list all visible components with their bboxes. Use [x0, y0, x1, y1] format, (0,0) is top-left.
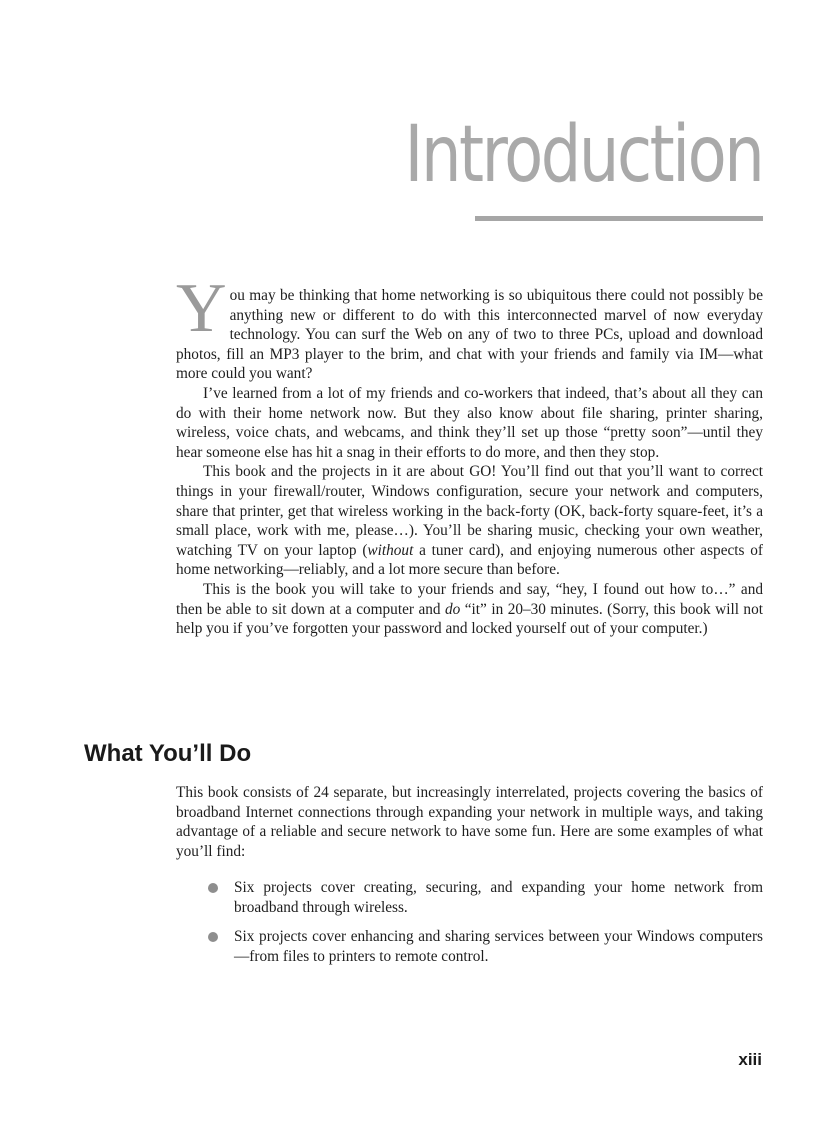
list-item — [206, 878, 763, 917]
title-rule — [475, 216, 763, 221]
intro-paragraph-3-part-b: a tuner card), and enjoying numerous other aspects of home networking—reliably, and a lot more secure than before. — [176, 541, 763, 579]
list-item-text: Six projects cover creating, securing, and expanding your home network from broadband through wireless. — [234, 879, 763, 916]
intro-paragraph-1-text: ou may be thinking that home networking is so ubiquitous there could not possibly be anything new or different to do with this interconnected marvel of now everyday technology. You can surf the Web on any of two to three PCs, upload and download photos, fill an MP3 player to the brim, and chat with your friends and family via IM—what more could you want? — [176, 287, 763, 383]
section-body: This book consists of 24 separate, but increasingly interrelated, projects covering the basics of broadband Internet connections through expanding your network in multiple ways, and taking advantage of a reliable and secure network to have some fun. Here are some examples of what you’ll find: — [176, 784, 763, 860]
intro-paragraph-4-part-b: “it” in 20–30 minutes. (Sorry, this book will not help you if you’ve forgotten your password and locked yourself out of your computer.) — [176, 600, 763, 638]
section-heading: What You’ll Do — [84, 740, 252, 767]
intro-paragraph-3-emphasis: without — [367, 541, 414, 559]
chapter-title: Introduction — [404, 110, 762, 200]
bullet-icon — [208, 883, 218, 893]
intro-paragraph-3 — [176, 462, 763, 580]
intro-paragraph-4 — [176, 580, 763, 639]
intro-paragraph-1 — [176, 270, 763, 384]
list-item — [206, 927, 763, 966]
drop-cap: Y — [176, 270, 227, 347]
bullet-list — [206, 878, 763, 976]
intro-paragraph-3-part-a: This book and the projects in it are about GO! You’ll find out that you’ll want to correct things in your firewall/router, Windows configuration, secure your network and computers, share that printer, get that wireless working in the back-forty (OK, back-forty square-feet, it’s a small place, work with me, please…). You’ll be sharing music, checking your own weather, watching TV on your laptop ( — [176, 463, 763, 559]
intro-paragraph-4-part-a: This is the book you will take to your friends and say, “hey, I found out how to…” and then be able to sit down at a computer and — [176, 580, 763, 618]
intro-paragraph-4-emphasis: do — [445, 600, 461, 618]
page-number: xiii — [738, 1050, 762, 1069]
bullet-icon — [208, 932, 218, 942]
intro-body — [176, 270, 763, 639]
list-item-text: Six projects cover enhancing and sharing services between your Windows computers—from files to printers to remote control. — [234, 928, 763, 965]
intro-paragraph-2: I’ve learned from a lot of my friends and co-workers that indeed, that’s about all they can do with their home network now. But they also know about file sharing, printer sharing, wireless, voice chats, and webcams, and think they’ll set up those “pretty soon”—until they hear someone else has hit a snag in their efforts to do more, and then they stop. — [176, 384, 763, 461]
